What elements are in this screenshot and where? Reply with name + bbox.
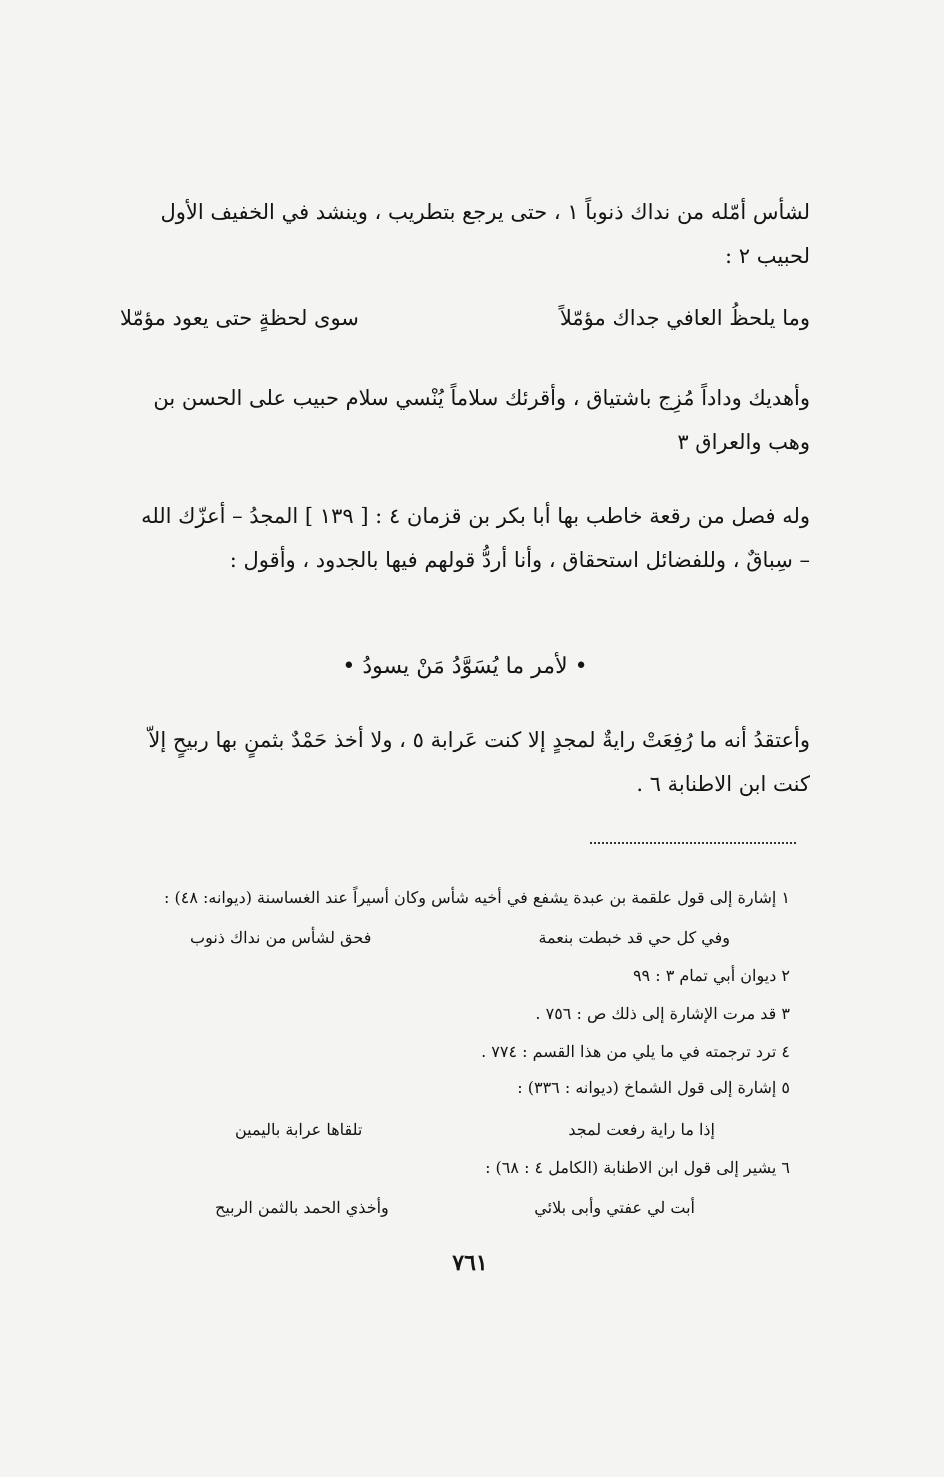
footnote-1-verse [190,928,730,947]
footnote-5-verse-first: إذا ما راية رفعت لمجد [568,1120,715,1139]
verse-1-second-hemistich: سوى لحظةٍ حتى يعود مؤمّلا [120,306,359,330]
paragraph-1: لشأس أمّله من نداك ذنوباً ١ ، حتى يرجع بتطريب ، وينشد في الخفيف الأول لحبيب ٢ : [160,200,810,268]
paragraph-2: وأهديك وداداً مُزِج باشتياق ، وأقرئك سلاماً يُنْسي سلام حبيب على الحسن بن وهب والعراق ٣ [153,386,810,454]
footnote-3: ٣ قد مرت الإشارة إلى ذلك ص : ٧٥٦ . [535,1004,790,1023]
footnote-6: ٦ يشير إلى قول ابن الاطنابة (الكامل ٤ : ٦٨) : [485,1158,790,1177]
footnote-4: ٤ ترد ترجمته في ما يلي من هذا القسم : ٧٧٤ . [481,1042,790,1061]
quoted-hemistich: • لأمر ما يُسَوَّدُ مَنْ يسودُ • [342,654,588,679]
footnote-1: ١ إشارة إلى قول علقمة بن عبدة يشفع في أخيه شأس وكان أسيراً عند الغساسنة (ديوانه: ٤٨) : [164,888,790,907]
footnote-divider [590,842,796,844]
paragraph-3: وله فصل من رقعة خاطب بها أبا بكر بن قزمان ٤ : [ ١٣٩ ] المجدُ – أعزّك الله – سِباقٌ ، وللفضائل استحقاق ، وأنا أردُّ قولهم فيها بالجدود ، وأقول : [141,504,810,572]
page-number: ٧٦١ [452,1250,488,1276]
footnote-1-verse-second: فحق لشأس من نداك ذنوب [190,928,372,947]
footnote-2: ٢ ديوان أبي تمام ٣ : ٩٩ [632,966,790,985]
verse-1-first-hemistich: وما يلحظُ العافي جداك مؤمّلاً [559,306,810,330]
footnote-6-verse [215,1198,695,1217]
paragraph-4: وأعتقدُ أنه ما رُفِعَتْ رايةٌ لمجدٍ إلا كنت عَرابة ٥ ، ولا أخذ حَمْدٌ بثمنٍ بها ربيحٍ إلاّ كنت ابن الاطنابة ٦ . [148,728,810,796]
footnote-5: ٥ إشارة إلى قول الشماخ (ديوانه : ٣٣٦) : [517,1078,790,1097]
footnote-5-verse [235,1120,715,1139]
footnote-6-verse-first: أبت لي عفتي وأبى بلائي [534,1198,695,1217]
footnote-6-verse-second: وأخذي الحمد بالثمن الربيح [215,1198,389,1217]
footnote-5-verse-second: تلقاها عرابة باليمين [235,1120,363,1139]
footnote-1-verse-first: وفي كل حي قد خبطت بنعمة [538,928,730,947]
verse-1 [120,306,810,330]
